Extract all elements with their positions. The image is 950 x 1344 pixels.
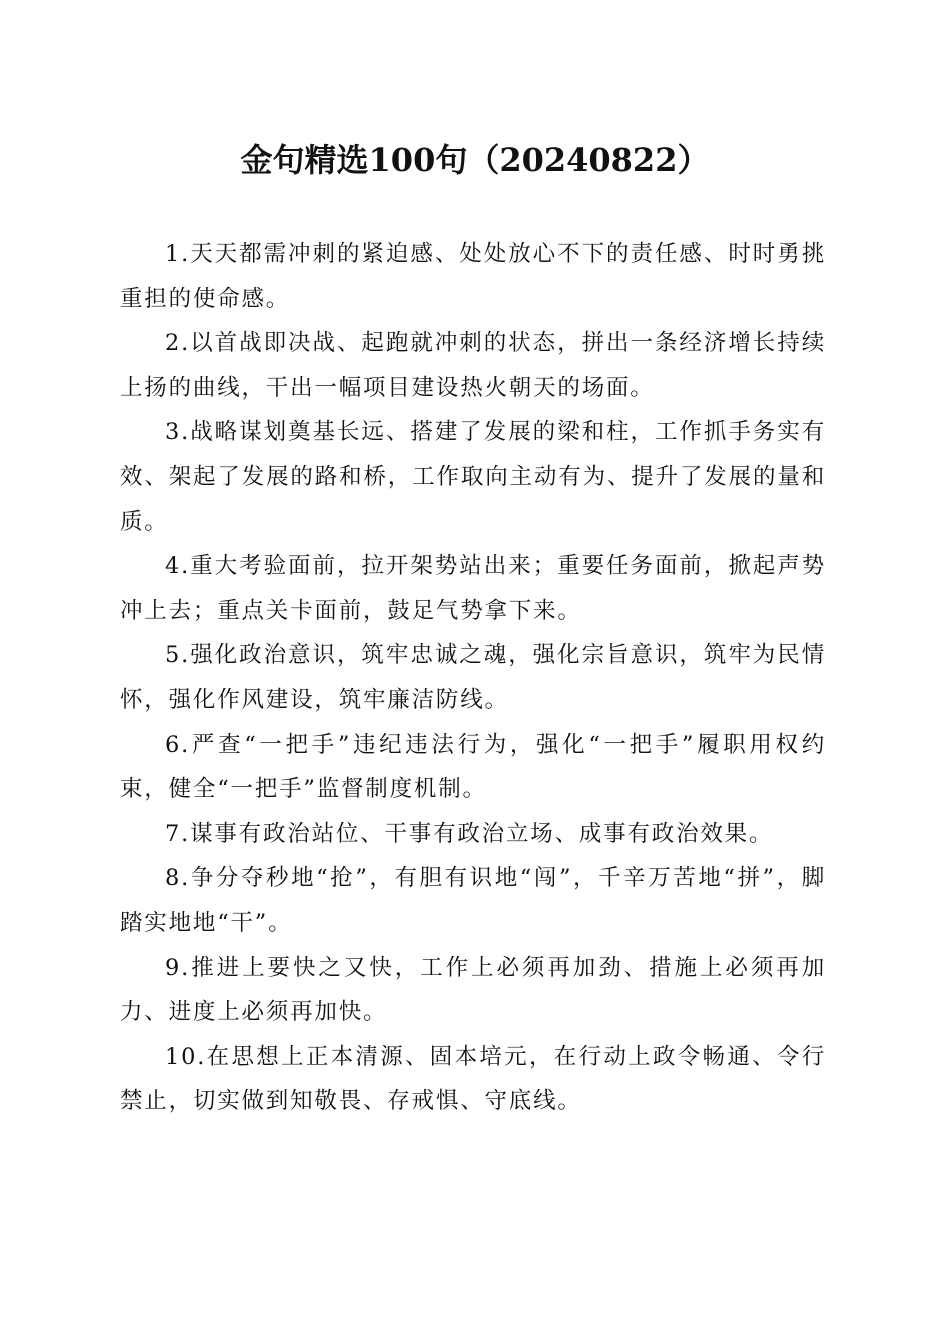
paragraph-3: 3.战略谋划奠基长远、搭建了发展的梁和柱，工作抓手务实有效、架起了发展的路和桥，工作取向主动有为、提升了发展的量和质。: [120, 419, 826, 535]
paragraph-9: 9.推进上要快之又快，工作上必须再加劲、措施上必须再加力、进度上必须再加快。: [120, 954, 826, 1026]
paragraph-7: 7.谋事有政治站位、干事有政治立场、成事有政治效果。: [165, 820, 774, 847]
paragraph-4: 4.重大考验面前，拉开架势站出来；重要任务面前，掀起声势冲上去；重点关卡面前，鼓足气势拿下来。: [120, 553, 826, 624]
document-title: 金句精选100句（20240822）: [240, 141, 710, 179]
paragraph-8: 8.争分夺秒地“抢”，有胆有识地“闯”，千辛万苦地“拼”，脚踏实地地“干”。: [120, 865, 826, 936]
document-body: [120, 232, 826, 1124]
paragraph-5: 5.强化政治意识，筑牢忠诚之魂，强化宗旨意识，筑牢为民情怀，强化作风建设，筑牢廉洁防线。: [120, 642, 826, 713]
paragraph-2: 2.以首战即决战、起跑就冲刺的状态，拼出一条经济增长持续上扬的曲线，干出一幅项目建设热火朝天的场面。: [120, 330, 826, 401]
paragraph-6: 6.严查“一把手”违纪违法行为，强化“一把手”履职用权约束，健全“一把手”监督制度机制。: [120, 731, 826, 803]
paragraph-10: 10.在思想上正本清源、固本培元，在行动上政令畅通、令行禁止，切实做到知敬畏、存戒惧、守底线。: [120, 1043, 826, 1115]
paragraph-1: 1.天天都需冲刺的紧迫感、处处放心不下的责任感、时时勇挑重担的使命感。: [120, 241, 826, 312]
